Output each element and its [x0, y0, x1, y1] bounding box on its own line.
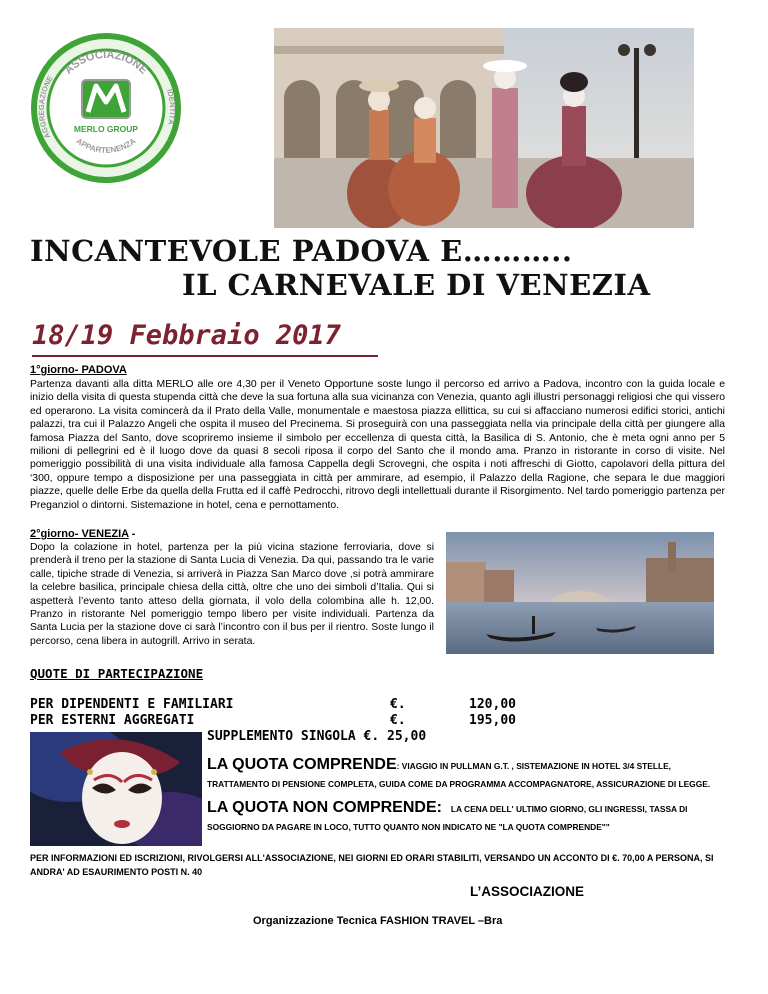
logo-brand: MERLO GROUP — [73, 124, 139, 134]
carnival-costumes-photo — [274, 28, 694, 228]
day1-heading: 1°giorno- PADOVA — [30, 364, 127, 376]
quotes-title: QUOTE DI PARTECIPAZIONE — [30, 666, 204, 681]
price-label: PER DIPENDENTI E FAMILIARI — [30, 697, 234, 712]
price-currency: €. — [390, 713, 406, 728]
price-currency: €. — [390, 697, 406, 712]
venice-grand-canal-photo — [446, 532, 714, 654]
day2-description: Dopo la colazione in hotel, partenza per la più vicina stazione ferroviaria, dove si prenderà il treno per la stazione di Santa Lucia di Venezia. Da qui, passando tra le varie calle, tipiche strade di Venezia, si arriverà in Piazza San Marco dove ,si potrà ammirare la celebre basilica, principale chiesa della città, oltre che uno dei simboli d’Italia. Qui si aspetterà l’evento tanto atteso della giornata, il volo della colombina alle h. 12,00. Pranzo in ristorante Nel pomeriggio tempo libero per visite individuali. Partenza da Santa Lucia per la stazione dove ci sarà l’incontro con il bus per il rientro. Soste lungo il percorso, cena libera in autogrill. Arrivo in serata. — [30, 542, 434, 647]
venetian-mask-photo — [30, 732, 202, 846]
merlo-group-logo — [26, 28, 186, 188]
logo-ring-top: ASSOCIAZIONE — [62, 48, 150, 77]
price-amount: 25,00 — [387, 729, 427, 744]
price-label: PER ESTERNI AGGREGATI — [30, 713, 195, 728]
price-row-employees — [30, 697, 516, 712]
title-line-2: IL CARNEVALE DI VENEZIA — [182, 268, 651, 302]
excludes-text: LA CENA DELL' ULTIMO GIORNO, GLI INGRESSI, TASSA DI SOGGIORNO DA PAGARE IN LOCO, TUTTO QUANTO NON INDICATO NE "LA QUOTA COMPRENDE"" — [207, 804, 688, 832]
info-notice: PER INFORMAZIONI ED ISCRIZIONI, RIVOLGERSI ALL'ASSOCIAZIONE, NEI GIORNI ED ORARI STABILITI, VERSANDO UN ACCONTO DI €. 70,00 A PERSONA, SI ANDRA' AD ESAURIMENTO POSTI N. 40 — [30, 853, 714, 877]
logo-ring-bottom: APPARTENENZA — [74, 136, 138, 155]
includes-section — [207, 756, 727, 792]
price-currency: €. — [363, 729, 380, 744]
price-row-external — [30, 713, 516, 728]
day1-description: Partenza davanti alla ditta MERLO alle ore 4,30 per il Veneto Opportune soste lungo il percorso ed arrivo a Padova, incontro con la guida locale e inizio della visita di questa stupenda città che deve la sua fortuna alla sua vicinanza con Venezia, quanto agli illustri personaggi religiosi che qui vissero ed operarono. La visita comincerà da il Prato della Valle, monumentale e maestosa piazza ellittica, su cui si affacciano numerosi edifici storici, antichi palazzi, tra cui il Palazzo Angeli che ospita il museo del Precinema. Si proseguirà con una passeggiata nella via principale della città per giungere alla famosa Piazza del Santo, dove scopriremo insieme il simbolo per eccellenza di questa città, la Basilica di S. Antonio, che è meta ogni anno per 5 milioni di pellegrini ed è il luogo dove da quasi 8 secoli riposa il corpo del Santo che il mondo ama. Pranzo in ristorante in corso di visite. Nel pomeriggio possibilità di una visita individuale alla famosa Cappella degli Scrovegni, che ospita i noti affreschi di Giotto, capolavori della pittura del ‘300, oppure tempo a disposizione per una passeggiata in città per ammirare, ad esempio, il Palazzo della Ragione, che separa le due maggiori piazze, quelle delle Erbe da quella della Frutta ed il caffè Pedrocchi, ritrovo degli intellettuali durante il Risorgimento. Nel tardo pomeriggio partenza per Preganziol o dintorni. Sistemazione in hotel, cena e pernottamento. — [30, 379, 725, 511]
includes-title: LA QUOTA COMPRENDE — [207, 756, 397, 773]
price-label: SUPPLEMENTO SINGOLA — [207, 729, 356, 744]
price-amount: 195,00 — [469, 713, 516, 728]
day2-heading: 2°giorno- VENEZIA — [30, 528, 129, 540]
price-amount: 120,00 — [469, 697, 516, 712]
association-signature: L’ASSOCIAZIONE — [470, 884, 585, 899]
logo-ring-right: IDENTITÀ — [164, 87, 178, 126]
excludes-title: LA QUOTA NON COMPRENDE: — [207, 799, 442, 816]
day2-heading-wrap — [30, 528, 135, 540]
logo-ring-left: AGGREGAZIONE — [36, 74, 55, 140]
dates-underline — [32, 355, 378, 357]
price-row-single-supplement — [207, 729, 426, 744]
excludes-section — [207, 799, 727, 835]
title-line-1: INCANTEVOLE PADOVA E……….. — [30, 234, 573, 268]
day2-heading-suffix: - — [128, 528, 136, 540]
includes-text: : VIAGGIO IN PULLMAN G.T. , SISTEMAZIONE IN HOTEL 3/4 STELLE, TRATTAMENTO DI PENSIONE COMPLETA, GUIDA COME DA PROGRAMMA ACCOMPAGNATORE, ASSICURAZIONE DI LEGGE. — [207, 761, 711, 789]
event-dates: 18/19 Febbraio 2017 — [32, 320, 341, 351]
organizer-line: Organizzazione Tecnica FASHION TRAVEL –Bra — [253, 915, 503, 927]
